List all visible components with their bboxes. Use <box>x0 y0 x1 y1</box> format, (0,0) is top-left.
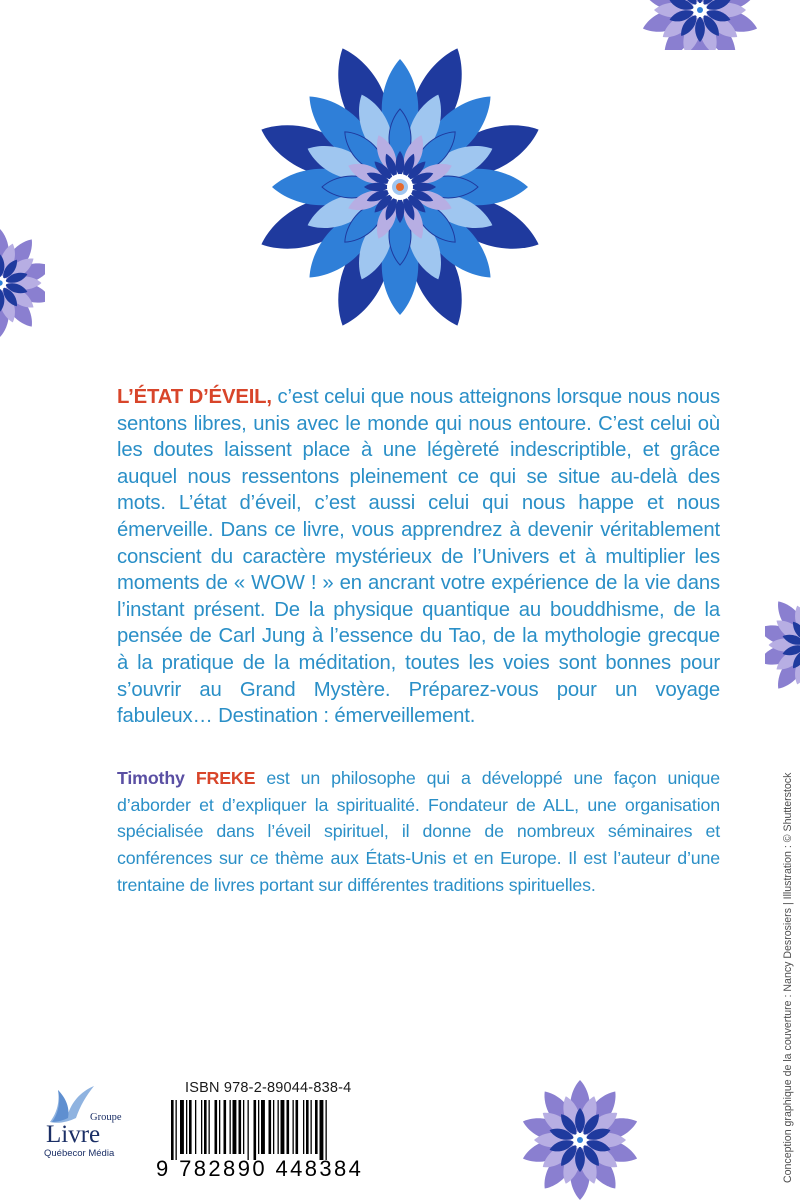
author-first-name: Timothy <box>117 768 185 788</box>
book-blurb <box>117 384 720 730</box>
barcode-icon <box>165 1100 375 1160</box>
mandala-top-right-illustration <box>640 0 760 50</box>
author-last-name: FREKE <box>195 768 256 788</box>
author-bio-text: est un philosophe qui a développé une façon unique d’aborder et d’expliquer la spiritualité. Fondateur de ALL, une organisation spécialisée dans l’éveil spirituel, il donne de nombreux séminaires et conférences sur ce thème aux États-Unis et en Europe. Il est l’auteur d’une trentaine de livres portant sur différentes traditions spirituelles. <box>117 768 720 895</box>
mandala-main-illustration <box>250 25 550 350</box>
author-bio <box>117 765 720 899</box>
mandala-left-illustration <box>0 228 45 338</box>
isbn-label: ISBN 978-2-89044-838-4 <box>185 1080 352 1096</box>
blurb-text: c’est celui que nous atteignons lorsque nous nous sentons libres, unis avec le monde qui nous entoure. C’est celui où les doutes laissent place à une légèreté indescriptible, et grâce auquel nous ressentons pleinement ce qui se situe au-delà des mots. L’état d’éveil, c’est aussi celui qui nous happe et nous émerveille. Dans ce livre, vous apprendrez à devenir véritablement conscient du caractère mystérieux de l’Univers et à multiplier les moments de « WOW ! » en ancrant votre expérience de la vie dans l’instant présent. De la physique quantique au bouddhisme, de la pensée de Carl Jung à l’essence du Tao, de la mythologie grecque à la pratique de la méditation, toutes les voies sont bonnes pour s’ouvrir au Grand Mystère. Préparez-vous pour un voyage fabuleux… Destination : émerveillement. <box>117 386 720 728</box>
mandala-bottom-right-illustration <box>520 1080 640 1201</box>
publisher-logo <box>44 1078 144 1158</box>
publisher-subtitle: Québecor Média <box>44 1148 115 1159</box>
cover-credits: Conception graphique de la couverture : Nancy Desrosiers | Illustration : © Shutterstock <box>782 772 794 1183</box>
barcode-digits: 9 782890 448384 <box>156 1156 364 1181</box>
publisher-group-label: Groupe <box>90 1112 122 1123</box>
mandala-right-illustration <box>765 590 800 700</box>
publisher-name: Livre <box>46 1121 101 1148</box>
blurb-lead-title: L’ÉTAT D’ÉVEIL, <box>117 386 272 408</box>
